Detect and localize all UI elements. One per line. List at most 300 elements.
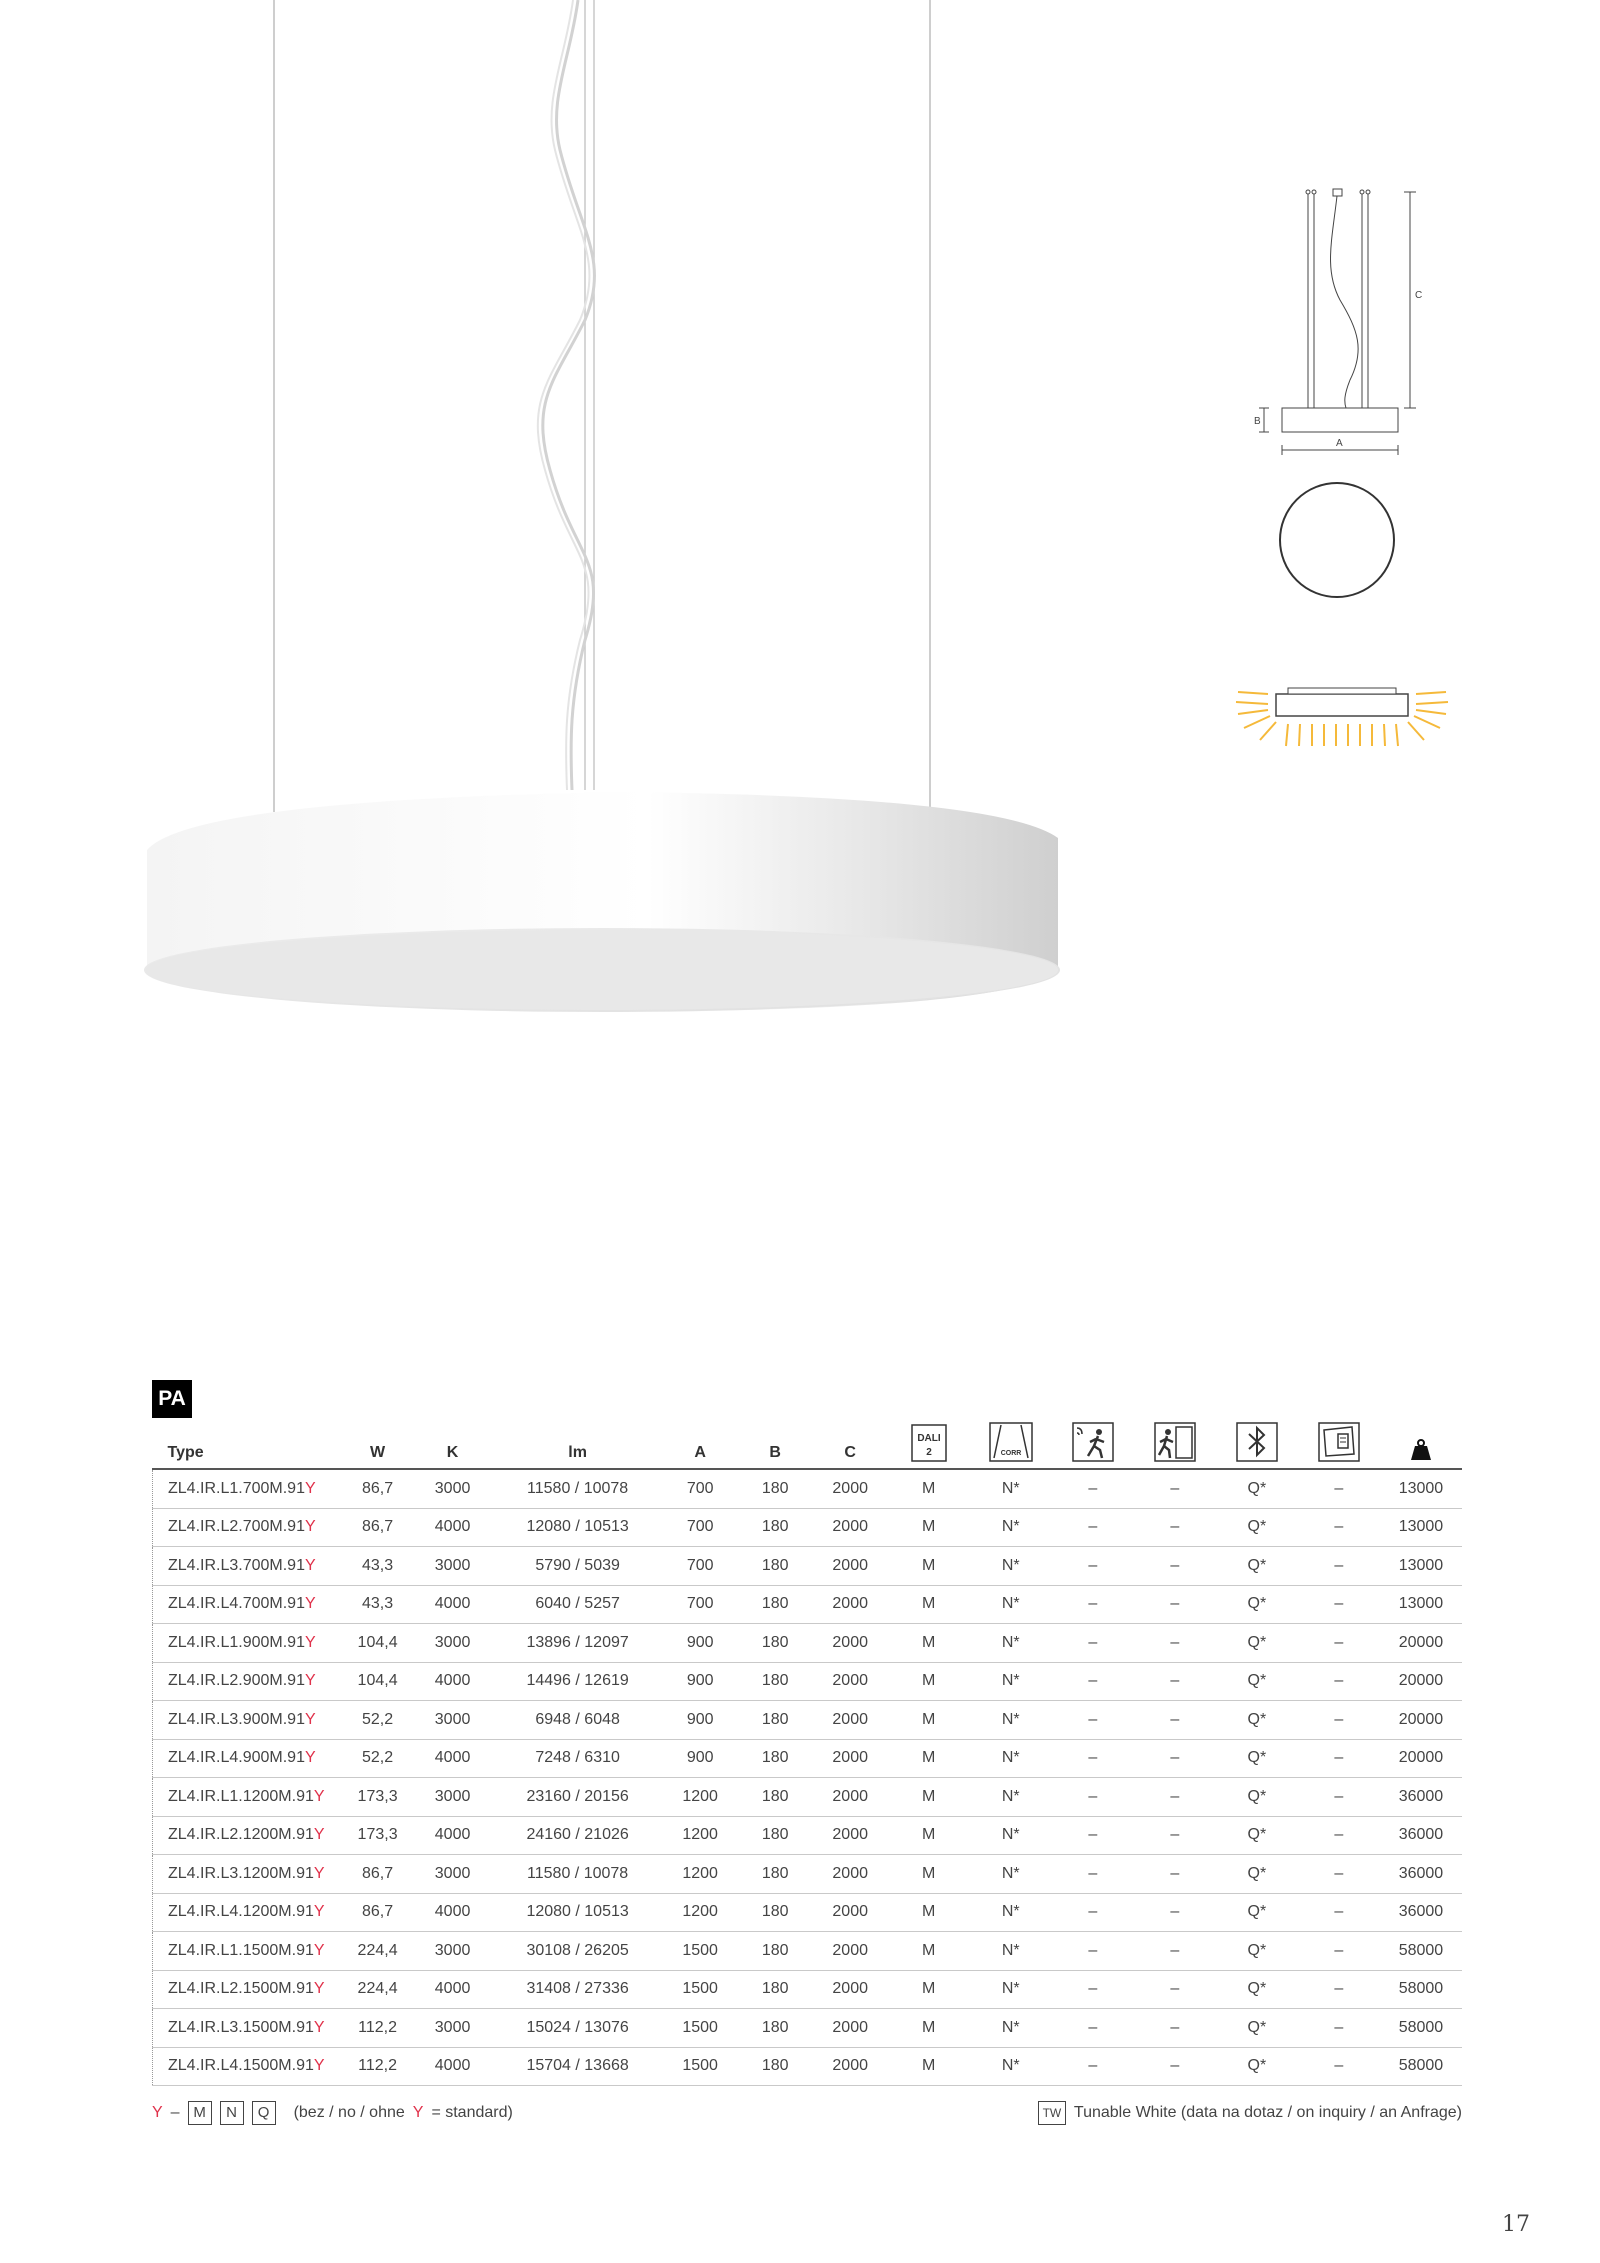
cell-emergency: – <box>1134 1469 1216 1508</box>
cell-weight: 13000 <box>1380 1508 1462 1547</box>
cell-sensor: – <box>1052 1778 1134 1817</box>
cell-corr: N* <box>970 1970 1052 2009</box>
cell-dali: M <box>888 1778 970 1817</box>
top-view-drawing <box>1275 478 1399 602</box>
cell-w: 104,4 <box>343 1662 413 1701</box>
cell-type <box>153 1816 343 1855</box>
cell-type <box>153 1508 343 1547</box>
cell-emergency: – <box>1134 1662 1216 1701</box>
cell-b: 180 <box>738 1893 813 1932</box>
col-b: B <box>738 1410 813 1469</box>
col-sensor <box>1052 1410 1134 1469</box>
cell-w: 224,4 <box>343 1970 413 2009</box>
type-code: ZL4.IR.L4.900M.91 <box>168 1749 305 1767</box>
cell-emergency: – <box>1134 2009 1216 2048</box>
type-suffix: Y <box>304 1518 316 1536</box>
legend-q-box: Q <box>252 2101 276 2125</box>
cell-type <box>153 1469 343 1508</box>
col-control <box>1298 1410 1380 1469</box>
legend-text-after: = standard) <box>431 2104 513 2121</box>
cell-corr: N* <box>970 1932 1052 1971</box>
cell-corr: N* <box>970 1778 1052 1817</box>
type-suffix: Y <box>304 1479 316 1497</box>
cell-a: 900 <box>663 1662 738 1701</box>
table-row <box>153 1624 1463 1663</box>
type-suffix: Y <box>313 1903 325 1921</box>
col-lm: lm <box>493 1410 663 1469</box>
cell-a: 1500 <box>663 2047 738 2086</box>
cell-weight: 13000 <box>1380 1469 1462 1508</box>
cell-lm: 12080 / 10513 <box>493 1508 663 1547</box>
cell-corr: N* <box>970 1662 1052 1701</box>
cell-bluetooth: Q* <box>1216 1508 1298 1547</box>
table-row <box>153 1855 1463 1894</box>
cell-control: – <box>1298 1932 1380 1971</box>
cell-lm: 11580 / 10078 <box>493 1855 663 1894</box>
type-suffix: Y <box>313 1980 325 1998</box>
cell-c: 2000 <box>813 1778 888 1817</box>
legend-m-box: M <box>188 2101 212 2125</box>
cell-bluetooth: Q* <box>1216 1662 1298 1701</box>
cell-a: 900 <box>663 1624 738 1663</box>
cell-sensor: – <box>1052 1547 1134 1586</box>
cell-w: 104,4 <box>343 1624 413 1663</box>
cell-a: 900 <box>663 1701 738 1740</box>
cell-corr: N* <box>970 1508 1052 1547</box>
table-row <box>153 1585 1463 1624</box>
cell-dali: M <box>888 1547 970 1586</box>
cell-control: – <box>1298 1585 1380 1624</box>
motion-sensor-icon <box>1072 1422 1114 1462</box>
cell-weight: 58000 <box>1380 1970 1462 2009</box>
cell-w: 86,7 <box>343 1469 413 1508</box>
cell-a: 1500 <box>663 1970 738 2009</box>
cell-a: 1200 <box>663 1893 738 1932</box>
cell-type <box>153 1739 343 1778</box>
cell-bluetooth: Q* <box>1216 1970 1298 2009</box>
cell-w: 86,7 <box>343 1893 413 1932</box>
cell-control: – <box>1298 2047 1380 2086</box>
cell-k: 4000 <box>413 2047 493 2086</box>
cell-emergency: – <box>1134 1624 1216 1663</box>
cell-b: 180 <box>738 1855 813 1894</box>
dimension-drawing <box>1240 180 1430 460</box>
cell-dali: M <box>888 1855 970 1894</box>
type-code: ZL4.IR.L3.1500M.91 <box>168 2018 314 2036</box>
cell-k: 4000 <box>413 1739 493 1778</box>
cell-lm: 15704 / 13668 <box>493 2047 663 2086</box>
corridor-icon <box>989 1422 1033 1462</box>
cell-bluetooth: Q* <box>1216 1585 1298 1624</box>
cell-w: 112,2 <box>343 2009 413 2048</box>
cell-bluetooth: Q* <box>1216 1893 1298 1932</box>
cell-dali: M <box>888 1469 970 1508</box>
cell-control: – <box>1298 2009 1380 2048</box>
type-code: ZL4.IR.L1.1500M.91 <box>168 1941 314 1959</box>
cell-sensor: – <box>1052 1701 1134 1740</box>
cell-b: 180 <box>738 1701 813 1740</box>
cell-k: 4000 <box>413 1816 493 1855</box>
table-row <box>153 1547 1463 1586</box>
cell-type <box>153 1585 343 1624</box>
cell-a: 1500 <box>663 1932 738 1971</box>
cell-w: 173,3 <box>343 1778 413 1817</box>
cell-sensor: – <box>1052 2047 1134 2086</box>
cell-corr: N* <box>970 2047 1052 2086</box>
control-panel-icon <box>1318 1422 1360 1462</box>
cell-weight: 20000 <box>1380 1662 1462 1701</box>
legend-y: Y <box>152 2104 163 2121</box>
cell-a: 900 <box>663 1739 738 1778</box>
cell-w: 86,7 <box>343 1508 413 1547</box>
cell-b: 180 <box>738 1739 813 1778</box>
type-code: ZL4.IR.L4.1200M.91 <box>168 1903 314 1921</box>
cell-lm: 7248 / 6310 <box>493 1739 663 1778</box>
cell-b: 180 <box>738 1662 813 1701</box>
cell-weight: 36000 <box>1380 1778 1462 1817</box>
cell-b: 180 <box>738 2009 813 2048</box>
cell-control: – <box>1298 1778 1380 1817</box>
cell-a: 1200 <box>663 1855 738 1894</box>
cell-a: 700 <box>663 1585 738 1624</box>
cell-a: 700 <box>663 1508 738 1547</box>
type-suffix: Y <box>313 1787 325 1805</box>
cell-emergency: – <box>1134 1932 1216 1971</box>
table-row <box>153 2009 1463 2048</box>
type-code: ZL4.IR.L4.1500M.91 <box>168 2057 314 2075</box>
cell-control: – <box>1298 1970 1380 2009</box>
cell-k: 4000 <box>413 1508 493 1547</box>
cell-corr: N* <box>970 1816 1052 1855</box>
cell-bluetooth: Q* <box>1216 1932 1298 1971</box>
table-row <box>153 1932 1463 1971</box>
table-row <box>153 1970 1463 2009</box>
cell-lm: 23160 / 20156 <box>493 1778 663 1817</box>
cell-dali: M <box>888 1932 970 1971</box>
cell-weight: 58000 <box>1380 2047 1462 2086</box>
cell-corr: N* <box>970 1701 1052 1740</box>
tw-box: TW <box>1038 2101 1066 2125</box>
col-dali <box>888 1410 970 1469</box>
cell-b: 180 <box>738 1469 813 1508</box>
cell-type <box>153 1970 343 2009</box>
cell-c: 2000 <box>813 1469 888 1508</box>
cell-lm: 12080 / 10513 <box>493 1893 663 1932</box>
cell-w: 52,2 <box>343 1739 413 1778</box>
table-row <box>153 1893 1463 1932</box>
cell-control: – <box>1298 1547 1380 1586</box>
type-suffix: Y <box>313 1826 325 1844</box>
page-number: 17 <box>1502 2212 1530 2237</box>
cell-k: 3000 <box>413 2009 493 2048</box>
col-weight <box>1380 1410 1462 1469</box>
cell-sensor: – <box>1052 1970 1134 2009</box>
cell-c: 2000 <box>813 1932 888 1971</box>
cell-w: 112,2 <box>343 2047 413 2086</box>
cell-w: 43,3 <box>343 1585 413 1624</box>
cell-emergency: – <box>1134 1508 1216 1547</box>
cell-dali: M <box>888 1816 970 1855</box>
table-row <box>153 1508 1463 1547</box>
cell-w: 52,2 <box>343 1701 413 1740</box>
corr-label: CORR <box>1000 1450 1022 1457</box>
cell-c: 2000 <box>813 1816 888 1855</box>
cell-lm: 14496 / 12619 <box>493 1662 663 1701</box>
cell-corr: N* <box>970 1469 1052 1508</box>
cell-lm: 30108 / 26205 <box>493 1932 663 1971</box>
dim-label-a: A <box>1336 438 1343 449</box>
cell-lm: 11580 / 10078 <box>493 1469 663 1508</box>
col-a: A <box>663 1410 738 1469</box>
col-corr <box>970 1410 1052 1469</box>
cell-dali: M <box>888 1585 970 1624</box>
cell-bluetooth: Q* <box>1216 1739 1298 1778</box>
type-code: ZL4.IR.L2.900M.91 <box>168 1672 305 1690</box>
legend-dash: – <box>170 2104 180 2121</box>
cell-w: 224,4 <box>343 1932 413 1971</box>
cell-a: 700 <box>663 1547 738 1586</box>
cell-k: 3000 <box>413 1778 493 1817</box>
cell-k: 4000 <box>413 1970 493 2009</box>
cell-c: 2000 <box>813 2047 888 2086</box>
cell-weight: 20000 <box>1380 1624 1462 1663</box>
cell-bluetooth: Q* <box>1216 1855 1298 1894</box>
cell-type <box>153 1624 343 1663</box>
type-code: ZL4.IR.L2.1200M.91 <box>168 1826 314 1844</box>
type-suffix: Y <box>304 1556 316 1574</box>
cell-weight: 13000 <box>1380 1585 1462 1624</box>
cell-sensor: – <box>1052 1739 1134 1778</box>
cell-sensor: – <box>1052 1469 1134 1508</box>
cell-sensor: – <box>1052 1662 1134 1701</box>
cell-bluetooth: Q* <box>1216 1547 1298 1586</box>
cell-b: 180 <box>738 1932 813 1971</box>
dali-icon <box>911 1424 947 1462</box>
product-photo <box>0 0 1100 1040</box>
cell-k: 4000 <box>413 1893 493 1932</box>
cell-c: 2000 <box>813 1508 888 1547</box>
cell-dali: M <box>888 1508 970 1547</box>
cell-sensor: – <box>1052 1816 1134 1855</box>
emergency-exit-icon <box>1154 1422 1196 1462</box>
type-code: ZL4.IR.L1.900M.91 <box>168 1633 305 1651</box>
cell-corr: N* <box>970 1547 1052 1586</box>
type-suffix: Y <box>313 2057 325 2075</box>
cell-c: 2000 <box>813 1624 888 1663</box>
cell-b: 180 <box>738 1585 813 1624</box>
cell-a: 1200 <box>663 1778 738 1817</box>
cell-type <box>153 1662 343 1701</box>
cell-control: – <box>1298 1816 1380 1855</box>
cell-bluetooth: Q* <box>1216 2009 1298 2048</box>
cell-type <box>153 2047 343 2086</box>
cell-b: 180 <box>738 1816 813 1855</box>
table-row <box>153 1739 1463 1778</box>
cell-weight: 36000 <box>1380 1893 1462 1932</box>
cell-control: – <box>1298 1508 1380 1547</box>
col-w: W <box>343 1410 413 1469</box>
cell-sensor: – <box>1052 1932 1134 1971</box>
cell-weight: 20000 <box>1380 1739 1462 1778</box>
table-row <box>153 1662 1463 1701</box>
cell-dali: M <box>888 1739 970 1778</box>
cell-control: – <box>1298 1855 1380 1894</box>
type-code: ZL4.IR.L2.1500M.91 <box>168 1980 314 1998</box>
cell-b: 180 <box>738 2047 813 2086</box>
type-code: ZL4.IR.L3.1200M.91 <box>168 1864 314 1882</box>
cell-lm: 6948 / 6048 <box>493 1701 663 1740</box>
cell-emergency: – <box>1134 1701 1216 1740</box>
tunable-white-legend <box>1038 2100 1462 2126</box>
table-header-row <box>153 1410 1463 1469</box>
cell-c: 2000 <box>813 1970 888 2009</box>
cell-b: 180 <box>738 1547 813 1586</box>
cell-control: – <box>1298 1662 1380 1701</box>
cell-control: – <box>1298 1624 1380 1663</box>
cell-corr: N* <box>970 1585 1052 1624</box>
cell-corr: N* <box>970 2009 1052 2048</box>
cell-dali: M <box>888 1893 970 1932</box>
cell-type <box>153 1701 343 1740</box>
cell-corr: N* <box>970 1855 1052 1894</box>
cell-c: 2000 <box>813 1662 888 1701</box>
cell-bluetooth: Q* <box>1216 1701 1298 1740</box>
cell-w: 173,3 <box>343 1816 413 1855</box>
type-suffix: Y <box>304 1672 316 1690</box>
type-code: ZL4.IR.L4.700M.91 <box>168 1595 305 1613</box>
cell-bluetooth: Q* <box>1216 2047 1298 2086</box>
cell-weight: 58000 <box>1380 2009 1462 2048</box>
cell-c: 2000 <box>813 1585 888 1624</box>
cell-c: 2000 <box>813 1701 888 1740</box>
type-suffix: Y <box>313 1864 325 1882</box>
table-row <box>153 1778 1463 1817</box>
col-emergency <box>1134 1410 1216 1469</box>
dali-label: DALI <box>917 1433 941 1444</box>
cell-k: 3000 <box>413 1624 493 1663</box>
table-row <box>153 2047 1463 2086</box>
table-row <box>153 1816 1463 1855</box>
cell-dali: M <box>888 1624 970 1663</box>
cell-corr: N* <box>970 1893 1052 1932</box>
series-badge: PA <box>152 1380 192 1418</box>
cell-k: 3000 <box>413 1855 493 1894</box>
dim-label-c: C <box>1415 290 1423 301</box>
type-code: ZL4.IR.L1.1200M.91 <box>168 1787 314 1805</box>
cell-w: 43,3 <box>343 1547 413 1586</box>
cell-type <box>153 1778 343 1817</box>
cell-c: 2000 <box>813 1547 888 1586</box>
type-suffix: Y <box>313 1941 325 1959</box>
col-k: K <box>413 1410 493 1469</box>
cell-emergency: – <box>1134 1970 1216 2009</box>
cell-b: 180 <box>738 1624 813 1663</box>
type-code: ZL4.IR.L3.900M.91 <box>168 1710 305 1728</box>
legend-text-before: (bez / no / ohne <box>293 2104 405 2121</box>
cell-weight: 36000 <box>1380 1855 1462 1894</box>
col-c: C <box>813 1410 888 1469</box>
variant-legend <box>152 2100 513 2126</box>
cell-b: 180 <box>738 1508 813 1547</box>
weight-icon <box>1409 1438 1433 1462</box>
cell-lm: 6040 / 5257 <box>493 1585 663 1624</box>
type-code: ZL4.IR.L1.700M.91 <box>168 1479 305 1497</box>
table-row <box>153 1469 1463 1508</box>
cell-c: 2000 <box>813 1855 888 1894</box>
cell-lm: 5790 / 5039 <box>493 1547 663 1586</box>
cell-emergency: – <box>1134 1893 1216 1932</box>
cell-sensor: – <box>1052 1508 1134 1547</box>
cell-weight: 58000 <box>1380 1932 1462 1971</box>
type-suffix: Y <box>304 1633 316 1651</box>
cell-sensor: – <box>1052 1893 1134 1932</box>
col-bluetooth <box>1216 1410 1298 1469</box>
cell-a: 1500 <box>663 2009 738 2048</box>
cell-dali: M <box>888 1701 970 1740</box>
dali-number: 2 <box>925 1447 932 1458</box>
cell-bluetooth: Q* <box>1216 1624 1298 1663</box>
cell-type <box>153 1932 343 1971</box>
cell-b: 180 <box>738 1970 813 2009</box>
cell-control: – <box>1298 1469 1380 1508</box>
bluetooth-icon <box>1236 1422 1278 1462</box>
dim-label-b: B <box>1254 416 1261 427</box>
cell-c: 2000 <box>813 2009 888 2048</box>
cell-corr: N* <box>970 1739 1052 1778</box>
light-distribution-icon <box>1230 680 1450 750</box>
cell-control: – <box>1298 1739 1380 1778</box>
cell-bluetooth: Q* <box>1216 1816 1298 1855</box>
type-code: ZL4.IR.L3.700M.91 <box>168 1556 305 1574</box>
cell-sensor: – <box>1052 2009 1134 2048</box>
cell-lm: 15024 / 13076 <box>493 2009 663 2048</box>
cell-sensor: – <box>1052 1855 1134 1894</box>
type-suffix: Y <box>304 1710 316 1728</box>
cell-weight: 13000 <box>1380 1547 1462 1586</box>
cell-k: 3000 <box>413 1701 493 1740</box>
cell-k: 3000 <box>413 1932 493 1971</box>
type-code: ZL4.IR.L2.700M.91 <box>168 1518 305 1536</box>
cell-emergency: – <box>1134 2047 1216 2086</box>
cell-w: 86,7 <box>343 1855 413 1894</box>
cell-emergency: – <box>1134 1585 1216 1624</box>
cell-k: 4000 <box>413 1585 493 1624</box>
cell-k: 4000 <box>413 1662 493 1701</box>
cell-dali: M <box>888 2009 970 2048</box>
cell-a: 700 <box>663 1469 738 1508</box>
cell-lm: 13896 / 12097 <box>493 1624 663 1663</box>
cell-control: – <box>1298 1701 1380 1740</box>
cell-weight: 36000 <box>1380 1816 1462 1855</box>
table-row <box>153 1701 1463 1740</box>
cell-emergency: – <box>1134 1778 1216 1817</box>
cell-bluetooth: Q* <box>1216 1469 1298 1508</box>
cell-sensor: – <box>1052 1585 1134 1624</box>
cell-emergency: – <box>1134 1739 1216 1778</box>
cell-lm: 31408 / 27336 <box>493 1970 663 2009</box>
cell-c: 2000 <box>813 1893 888 1932</box>
col-type: Type <box>153 1410 343 1469</box>
cell-dali: M <box>888 1662 970 1701</box>
cell-b: 180 <box>738 1778 813 1817</box>
cell-type <box>153 1855 343 1894</box>
cell-corr: N* <box>970 1624 1052 1663</box>
cell-type <box>153 1893 343 1932</box>
cell-type <box>153 1547 343 1586</box>
cell-sensor: – <box>1052 1624 1134 1663</box>
cell-control: – <box>1298 1893 1380 1932</box>
type-suffix: Y <box>304 1749 316 1767</box>
